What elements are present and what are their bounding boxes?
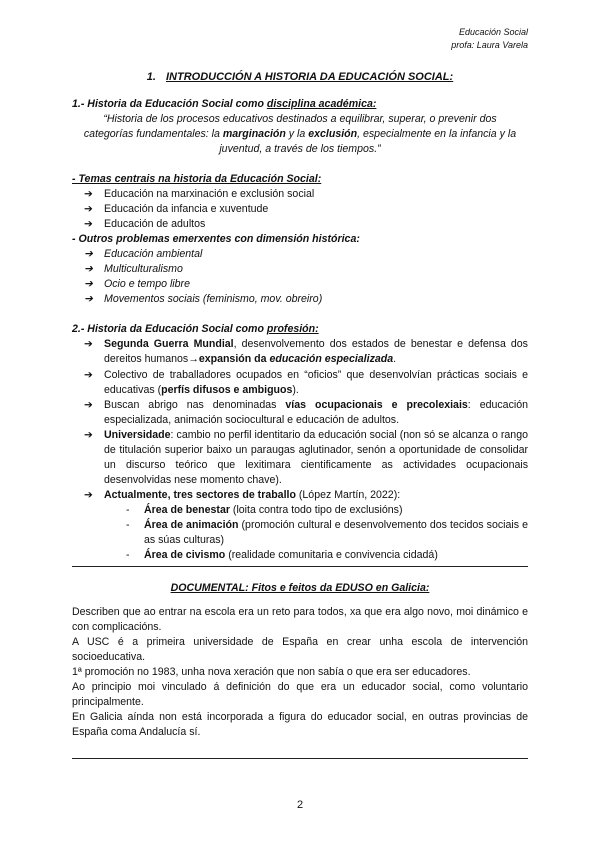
arrow-icon: ➔ [84,203,93,216]
arrow-icon: ➔ [84,278,93,291]
paragraph: Ao principio moi vinculado á definición do que era un educador social, como voluntario principalmente. [72,681,528,709]
item-text: (López Martín, 2022): [295,488,401,501]
sectores-list [72,503,528,563]
quote-part: “Historia de los procesos educativos destinados a equilibrar, superar, o prevenir dos categorías fundamentales: la [83,113,497,141]
list-item-text: Ocio e tempo libre [104,278,190,291]
sub-item [72,548,528,563]
main-title-text: INTRODUCCIÓN A HISTORIA DA EDUCACIÓN SOCIAL: [165,71,454,83]
profesion-list [72,337,528,502]
definition-quote [78,112,522,157]
list-item [72,368,528,398]
bold-text: vías ocupacionais e precolexiais [285,398,468,411]
documental-body [72,605,528,740]
item-text: : educación especializada, animación sociocultural e educación de adultos. [104,398,528,426]
quote-part: y la [285,128,309,141]
list-item [72,488,528,503]
item-text: (realidade comunitaria e convivencia cidadá) [225,548,438,561]
bold-italic-text: educación especializada [269,353,394,366]
temas-list [72,187,528,232]
list-item [72,202,528,217]
outros-heading: - Outros problemas emerxentes con dimensión histórica: [72,233,360,246]
arrow-icon: ➔ [84,338,93,351]
bold-text: perfís difusos e ambiguos [161,383,293,396]
list-item-text: Multiculturalismo [104,263,183,276]
header-course: Educación Social [458,27,528,37]
section2-title [72,322,528,337]
temas-heading [72,172,528,187]
item-text: Colectivo de traballadores ocupados en “oficios” que desenvolvían prácticas sociais e educativas ( [104,368,528,396]
list-item [72,292,528,307]
list-item-text: Educación da infancia e xuventude [104,203,269,216]
item-text: , desenvolvemento dos estados de benestar e defensa dos dereitos humanos [104,338,528,366]
paragraph: A USC é a primeira universidade de España en crear unha escola de intervención socioeducativa. [72,636,528,664]
section1-title-underlined: disciplina académica: [266,98,377,110]
item-text: Buscan abrigo nas denominadas [104,398,286,411]
quote-marginacion: marginación [222,128,286,141]
item-text: (promoción cultural e desenvolvemento dos tecidos sociais e as súas culturas) [144,518,528,546]
item-text: . [393,353,397,366]
bold-text: Universidade [104,428,171,441]
list-item [72,337,528,367]
section1-title [72,97,528,112]
list-item-text: Educación na marxinación e exclusión social [104,188,315,201]
small-arrow-icon: → [188,353,199,366]
page-number: 2 [296,799,304,811]
documental-title: DOCUMENTAL: Fitos e feitos da EDUSO en Galicia: [170,581,430,594]
page-header [451,26,528,52]
arrow-icon: ➔ [84,218,93,231]
item-text: ). [292,383,299,396]
list-item [72,428,528,488]
list-item-text: Educación de adultos [104,218,206,231]
paragraph: En Galicia aínda non está incorporada a figura do educador social, en outras provincias de España coma Andalucía sí. [72,711,528,739]
bold-text: Área de civismo [144,548,226,561]
quote-part: , especialmente en la infancia y la juventud, a través de los tiempos.” [219,128,517,156]
arrow-icon: ➔ [84,428,93,441]
section1-title-prefix: 1.- Historia da Educación Social como [72,98,267,110]
arrow-icon: ➔ [84,293,93,306]
sub-item [72,518,528,548]
list-item [72,187,528,202]
paragraph: 1ª promoción no 1983, unha nova xeración que non sabía o que era ser educadores. [72,666,471,679]
list-item-text: Educación ambiental [104,248,203,261]
list-item [72,217,528,232]
item-text: (loita contra todo tipo de exclusións) [229,503,403,516]
section2-title-underlined: profesión: [266,323,319,336]
bold-text: Área de animación [144,518,239,531]
bold-text: Segunda Guerra Mundial [104,338,234,351]
main-title-number: 1. [146,71,156,83]
arrow-icon: ➔ [84,398,93,411]
arrow-icon: ➔ [84,263,93,276]
temas-heading-text: - Temas centrais na historia da Educación Social: [72,173,322,186]
separator-line [72,758,528,759]
dash-icon: - [126,518,130,531]
list-item [72,398,528,428]
bold-text: Actualmente, tres sectores de traballo [104,488,296,501]
dash-icon: - [126,548,130,561]
arrow-icon: ➔ [84,368,93,381]
section2-title-prefix: 2.- Historia da Educación Social como [72,323,267,336]
content [72,97,528,759]
paragraph: Describen que ao entrar na escola era un reto para todos, xa que era algo novo, moi dinámico e con complicacións. [72,605,528,633]
separator-line [72,566,528,567]
arrow-icon: ➔ [84,188,93,201]
quote-exclusion: exclusión [308,128,358,141]
bold-text: expansión da [198,353,270,366]
list-item [72,247,528,262]
list-item [72,277,528,292]
dash-icon: - [126,503,130,516]
main-title [0,70,600,86]
sub-item [72,503,528,518]
arrow-icon: ➔ [84,248,93,261]
item-text: : cambio no perfil identitario da educación social (non só se alcanza o rango de titulación superior baixo un paraugas aglutinador, senón a oportunidade de consolidar un discurso teórico que lexitimara cientificamente as actividades ocupacionais desenvolvidas nese momento chave). [104,428,528,486]
header-teacher: profa: Laura Varela [451,40,528,51]
arrow-icon: ➔ [84,488,93,501]
list-item [72,262,528,277]
bold-text: Área de benestar [144,503,230,516]
outros-list [72,247,528,307]
list-item-text: Movementos sociais (feminismo, mov. obreiro) [104,293,323,306]
